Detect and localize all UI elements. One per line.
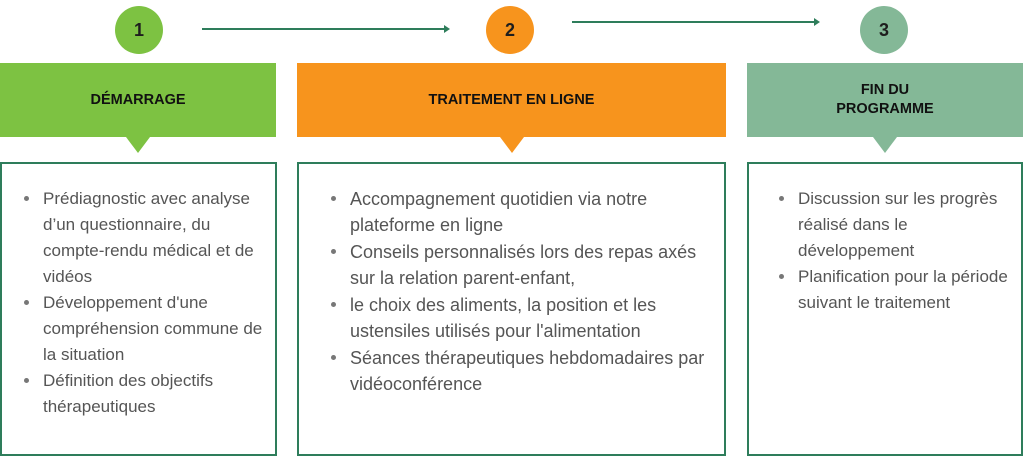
step-2-number: 2: [486, 6, 534, 54]
list-item: le choix des aliments, la position et les ustensiles utilisés pour l'alimentation: [350, 292, 720, 344]
arrow-step-2-to-3: [572, 21, 816, 23]
step-3-title: FIN DU PROGRAMME: [836, 82, 934, 117]
list-item: Prédiagnostic avec analyse d’un questionnaire, du compte-rendu médical et de vidéos: [43, 186, 269, 290]
list-item: Développement d'une compréhension commune de la situation: [43, 290, 269, 368]
list-item: Planification pour la période suivant le traitement: [798, 264, 1020, 316]
step-1-list: [43, 186, 269, 420]
list-item: Conseils personnalisés lors des repas axés sur la relation parent-enfant,: [350, 239, 720, 291]
step-2-list: [350, 186, 720, 398]
step-2-details: [297, 162, 726, 456]
arrow-step-1-to-2: [202, 28, 446, 30]
step-1-number: 1: [115, 6, 163, 54]
step-3-number: 3: [860, 6, 908, 54]
step-1-details: [0, 162, 277, 456]
list-item: Discussion sur les progrès réalisé dans le développement: [798, 186, 1020, 264]
step-3-header: [747, 63, 1023, 137]
step-2-header: [297, 63, 726, 137]
step-1-title: DÉMARRAGE: [90, 91, 186, 108]
list-item: Séances thérapeutiques hebdomadaires par vidéoconférence: [350, 345, 720, 397]
step-3-list: [798, 186, 1020, 316]
step-1-header: [0, 63, 276, 137]
list-item: Accompagnement quotidien via notre plateforme en ligne: [350, 186, 720, 238]
step-2-title: TRAITEMENT EN LIGNE: [428, 91, 595, 108]
list-item: Définition des objectifs thérapeutiques: [43, 368, 269, 420]
step-3-details: [747, 162, 1023, 456]
